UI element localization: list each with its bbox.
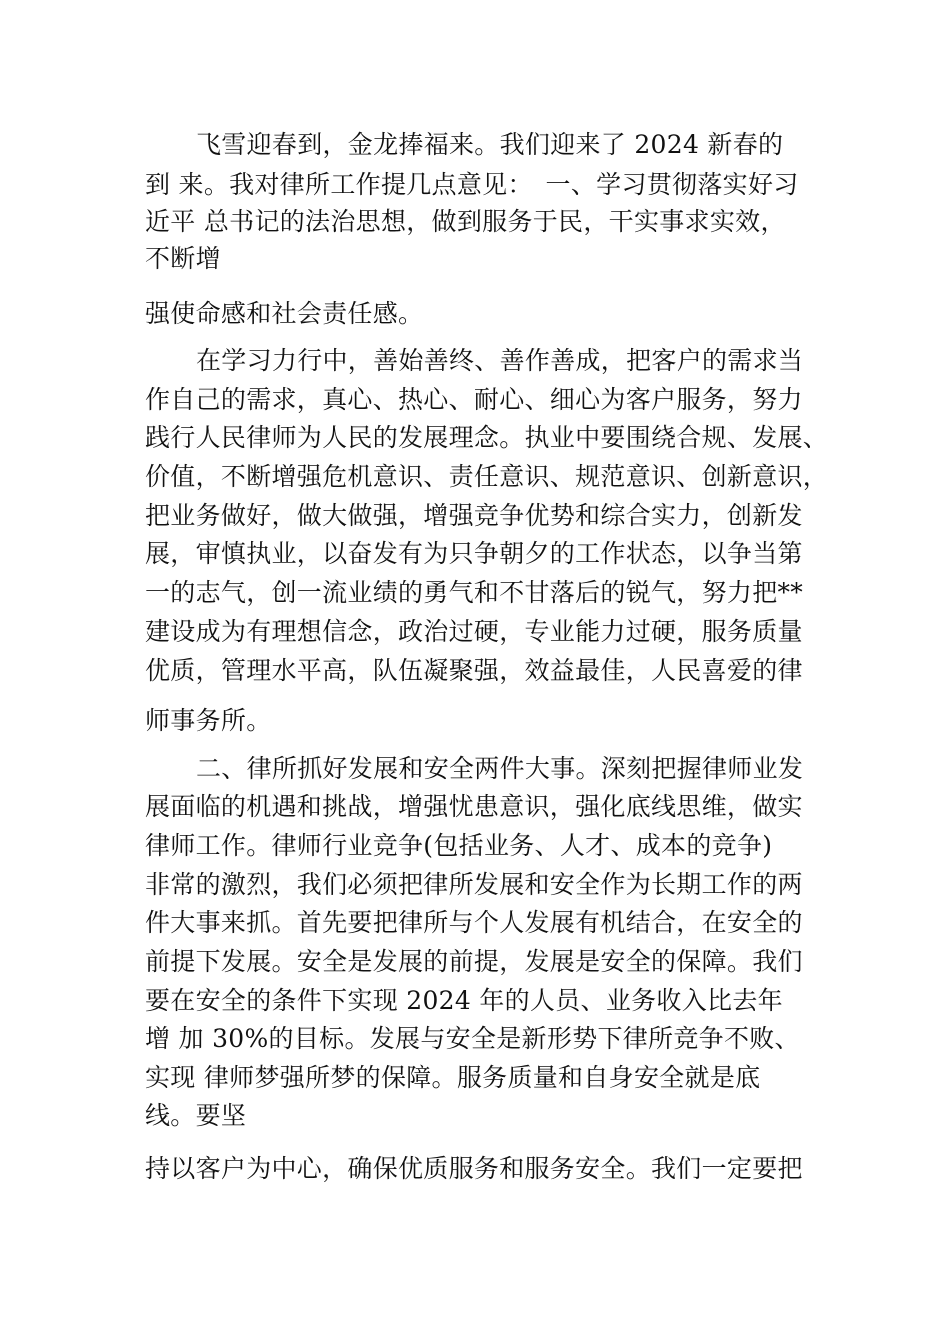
text-line: 飞雪迎春到，金龙捧福来。我们迎来了 2024 新春的 bbox=[196, 130, 784, 159]
text-line: 实现 律师梦强所梦的保障。服务质量和自身安全就是底 bbox=[145, 1063, 761, 1092]
text-line: 在学习力行中，善始善终、善作善成，把客户的需求当 bbox=[196, 346, 804, 375]
text-line: 一的志气，创一流业绩的勇气和不甘落后的锐气，努力把** bbox=[145, 578, 804, 607]
text-line: 近平 总书记的法治思想，做到服务于民，干实事求实效， bbox=[145, 207, 786, 236]
text-line: 件大事来抓。首先要把律所与个人发展有机结合，在安全的 bbox=[145, 908, 803, 937]
text-line: 强使命感和社会责任感。 bbox=[145, 299, 424, 328]
text-line: 建设成为有理想信念，政治过硬，专业能力过硬，服务质量 bbox=[145, 617, 803, 646]
text-line: 线。要坚 bbox=[145, 1101, 247, 1130]
text-line: 不断增 bbox=[145, 244, 221, 273]
text-line: 展面临的机遇和挑战，增强忧患意识，强化底线思维，做实 bbox=[145, 792, 803, 821]
text-line: 到 来。我对律所工作提几点意见： 一、学习贯彻落实好习 bbox=[145, 170, 799, 199]
text-line: 律师工作。律师行业竞争(包括业务、人才、成本的竞争) bbox=[145, 831, 773, 860]
text-line: 践行人民律师为人民的发展理念。执业中要围绕合规、发展、 bbox=[145, 423, 829, 452]
text-line: 二、律所抓好发展和安全两件大事。深刻把握律师业发 bbox=[196, 754, 804, 783]
text-line: 优质，管理水平高，队伍凝聚强，效益最佳，人民喜爱的律 bbox=[145, 656, 803, 685]
text-line: 要在安全的条件下实现 2024 年的人员、业务收入比去年 bbox=[145, 986, 783, 1015]
text-line: 师事务所。 bbox=[145, 706, 272, 735]
text-line: 把业务做好，做大做强，增强竞争优势和综合实力，创新发 bbox=[145, 501, 803, 530]
text-line: 价值，不断增强危机意识、责任意识、规范意识、创新意识， bbox=[145, 462, 829, 491]
text-line: 展，审慎执业，以奋发有为只争朝夕的工作状态，以争当第 bbox=[145, 539, 803, 568]
text-line: 持以客户为中心，确保优质服务和服务安全。我们一定要把 bbox=[145, 1154, 803, 1183]
text-line: 非常的激烈，我们必须把律所发展和安全作为长期工作的两 bbox=[145, 870, 803, 899]
text-line: 增 加 30%的目标。发展与安全是新形势下律所竞争不败、 bbox=[145, 1024, 800, 1053]
text-line: 前提下发展。安全是发展的前提，发展是安全的保障。我们 bbox=[145, 947, 803, 976]
text-line: 作自己的需求，真心、热心、耐心、细心为客户服务，努力 bbox=[145, 385, 803, 414]
